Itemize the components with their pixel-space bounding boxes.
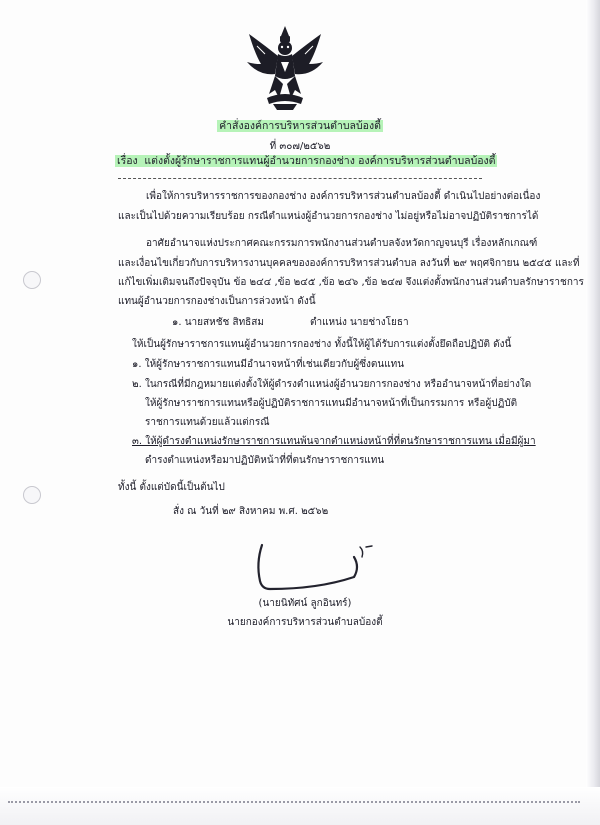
handwritten-signature bbox=[248, 537, 378, 597]
paragraph-2-line-1: อาศัยอำนาจแห่งประกาศคณะกรรมการพนักงานส่วนตำบลจังหวัดกาญจนบุรี เรื่องหลักเกณฑ์ bbox=[146, 238, 538, 249]
paragraph-2-line-2: และเงื่อนไขเกี่ยวกับการบริหารงานบุคคลขององค์การบริหารส่วนตำบล ลงวันที่ ๒๙ พฤศจิกายน ๒๕๔๕ และที่ bbox=[118, 258, 580, 269]
item-1: ๑. ให้ผู้รักษาราชการแทนมีอำนาจหน้าที่เช่นเดียวกับผู้ซึ่งตนแทน bbox=[132, 359, 405, 370]
effective-statement: ทั้งนี้ ตั้งแต่บัดนี้เป็นต้นไป bbox=[118, 482, 225, 493]
page-edge-shadow bbox=[586, 0, 600, 825]
item-2-line-1: ๒. ในกรณีที่มีกฎหมายแต่งตั้งให้ผู้ดำรงตำแหน่งผู้อำนวยการกองช่าง หรืออำนาจหน้าที่อย่างใด bbox=[132, 379, 532, 390]
subject-text: แต่งตั้งผู้รักษาราชการแทนผู้อำนวยการกองช่าง องค์การบริหารส่วนตำบลบ้องตี้ bbox=[144, 155, 496, 167]
paragraph-2-line-3: แก้ไขเพิ่มเติมจนถึงปัจจุบัน ข้อ ๒๔๔ ,ข้อ ๒๔๕ ,ข้อ ๒๔๖ ,ข้อ ๒๔๗ จึงแต่งตั้งพนักงานส่วนตำบลรักษาราชการ bbox=[118, 277, 584, 288]
subject-label: เรื่อง bbox=[117, 155, 138, 167]
garuda-emblem-icon bbox=[245, 24, 325, 112]
appointee-position: ตำแหน่ง นายช่างโยธา bbox=[310, 317, 409, 328]
item-2-line-2: ให้ผู้รักษาราชการแทนหรือผู้ปฏิบัติราชการแทนมีอำนาจหน้าที่เป็นกรรมการ หรือผู้ปฏิบัติ bbox=[145, 398, 518, 409]
item-2-line-3: ราชการแทนด้วยแล้วแต่กรณี bbox=[145, 417, 270, 428]
appointee-name: ๑. นายสหชัช สิทธิสม bbox=[172, 317, 264, 328]
punch-hole-bottom bbox=[23, 486, 41, 504]
paragraph-2-line-4: แทนผู้อำนวยการกองช่างเป็นการล่วงหน้า ดังนี้ bbox=[118, 296, 316, 307]
divider-line bbox=[118, 178, 482, 179]
paragraph-1-line-1: เพื่อให้การบริหารราชการของกองช่าง องค์การบริหารส่วนตำบลบ้องตี้ ดำเนินไปอย่างต่อเนื่อง bbox=[146, 191, 541, 202]
paragraph-3: ให้เป็นผู้รักษาราชการแทนผู้อำนวยการกองช่าง ทั้งนี้ให้ผู้ได้รับการแต่งตั้งยึดถือปฏิบัติ ดังนี้ bbox=[132, 339, 512, 350]
signatory-name: (นายนิทัศน์ ลูกอินทร์) bbox=[258, 598, 352, 609]
punch-hole-top bbox=[23, 271, 41, 289]
order-number: ที่ ๓๐๗/๒๕๖๒ bbox=[269, 141, 331, 152]
paragraph-1-line-2: และเป็นไปด้วยความเรียบร้อย กรณีตำแหน่งผู้อำนวยการกองช่าง ไม่อยู่หรือไม่อาจปฏิบัติราชการได้ bbox=[118, 211, 539, 222]
item-3-line-2: ดำรงตำแหน่งหรือมาปฏิบัติหน้าที่ที่ตนรักษาราชการแทน bbox=[145, 455, 385, 466]
page-bottom-edge bbox=[0, 787, 600, 825]
signatory-title: นายกองค์การบริหารส่วนตำบลบ้องตี้ bbox=[227, 617, 383, 628]
order-date: สั่ง ณ วันที่ ๒๙ สิงหาคม พ.ศ. ๒๕๖๒ bbox=[173, 506, 329, 517]
order-title: คำสั่งองค์การบริหารส่วนตำบลบ้องตี้ bbox=[219, 120, 381, 132]
item-3-line-1: ๓. ให้ผู้ดำรงตำแหน่งรักษาราชการแทนพ้นจากตำแหน่งหน้าที่ที่ตนรักษาราชการแทน เมื่อมีผู้มา bbox=[132, 436, 536, 447]
